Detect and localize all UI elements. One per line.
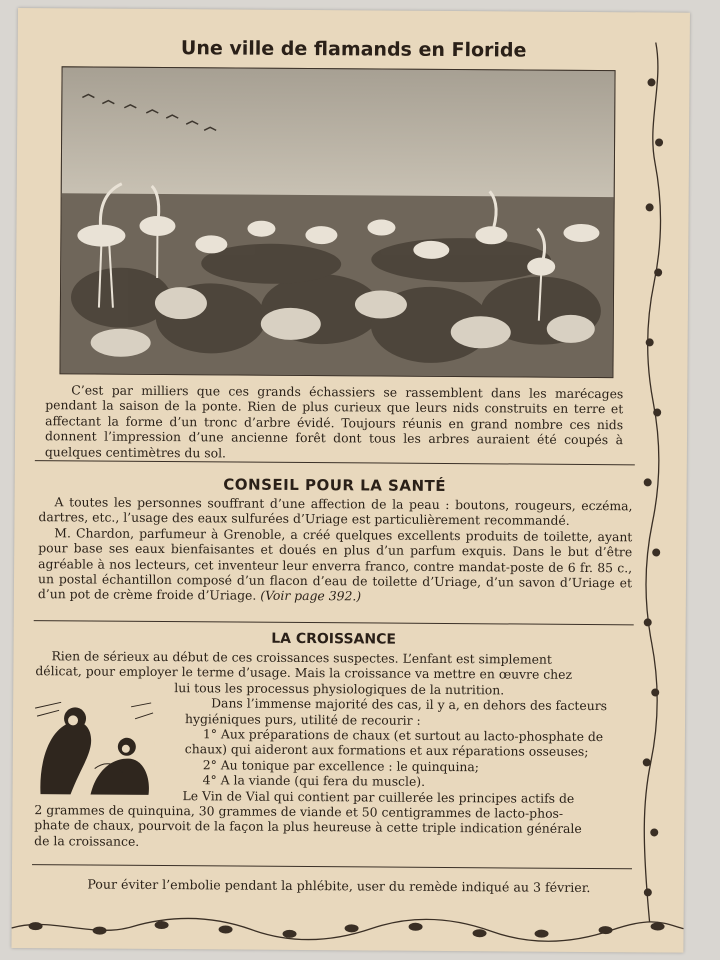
article-title: Une ville de flamands en Floride bbox=[180, 37, 527, 62]
croissance-line-4: Dans l’immense majorité des cas, il y a, en dehors des facteurs bbox=[211, 695, 608, 714]
flamingo-colony-photo bbox=[59, 66, 615, 378]
sante-article bbox=[38, 494, 633, 606]
croissance-line-10: Le Vin de Vial qui contient par cuillerée les principes actifs de bbox=[182, 787, 575, 806]
caption-paragraph: C’est par milliers que ces grands échassiers se rassemblent dans les marécages pendant la saison de la ponte. Rien de plus curieux que leurs nids construits en terre et affectant la forme d’un tronc d’arbre évidé. Toujours réunis en grand nombre ces nids donnent l’impression d’une ancienne forêt dont tous les arbres auraient été coupés à quelques centimètres du sol. bbox=[44, 382, 624, 461]
croissance-line-9: 4° A la viande (qui fera du muscle). bbox=[202, 772, 426, 790]
croissance-line-5: hygiéniques purs, utilité de recourir : bbox=[184, 710, 421, 728]
sante-heading: CONSEIL POUR LA SANTÉ bbox=[223, 475, 447, 495]
footer-note: Pour éviter l’embolie pendant la phlébite, user du remède indiqué au 3 février. bbox=[87, 876, 591, 896]
croissance-line-12: phate de chaux, pourvoit de la façon la plus heureuse à cette triple indication générale bbox=[34, 817, 582, 837]
section-divider bbox=[32, 864, 632, 869]
sante-paragraph-1: A toutes les personnes souffrant d’une affection de la peau : boutons, rougeurs, eczéma, dartres, etc., l’usage des eaux sulfurées d’Uriage est particulièrement recommandé. bbox=[38, 494, 633, 529]
page-reference: (Voir page 392.) bbox=[260, 588, 362, 604]
photo-caption bbox=[45, 382, 624, 463]
section-divider bbox=[34, 620, 634, 625]
croissance-line-7: chaux) qui aideront aux formations et aux réparations osseuses; bbox=[184, 741, 589, 760]
croissance-line-2: délicat, pour employer le terme d’usage. Mais la croissance va mettre en œuvre chez bbox=[35, 663, 573, 683]
sante-paragraph-2 bbox=[38, 525, 633, 606]
sante-paragraph-2-text: M. Chardon, parfumeur à Grenoble, a créé quelques excellents produits de toilette, ayant pour base ses eaux bienfaisantes et doués en plus d’un parfum exquis. Dans le but d’être agréable à nos lecteurs, cet inventeur leur enverra franco, contre mandat-poste de 6 fr. 85 c., un postal échantillon composé d’un flacon d’eau de toilette d’Uriage, d’un savon d’Uriage et d’un pot de crème froide d’Uriage. bbox=[37, 525, 633, 604]
croissance-line-8: 2° Au tonique par excellence : le quinquina; bbox=[202, 757, 480, 775]
croissance-line-3: lui tous les processus physiologiques de la nutrition. bbox=[174, 679, 505, 698]
croissance-line-13: de la croissance. bbox=[34, 833, 140, 849]
floral-vine-border-bottom bbox=[11, 908, 683, 947]
newspaper-clipping bbox=[11, 8, 690, 953]
croissance-line-6: 1° Aux préparations de chaux (et surtout au lacto-phosphate de bbox=[202, 726, 604, 745]
croissance-line-11: 2 grammes de quinquina, 30 grammes de viande et 50 centigrammes de lacto-phos- bbox=[34, 802, 564, 821]
croissance-article bbox=[34, 648, 643, 853]
croissance-heading: LA CROISSANCE bbox=[271, 630, 397, 648]
croissance-line-1: Rien de sérieux au début de ces croissances suspectes. L’enfant est simplement bbox=[51, 648, 552, 667]
